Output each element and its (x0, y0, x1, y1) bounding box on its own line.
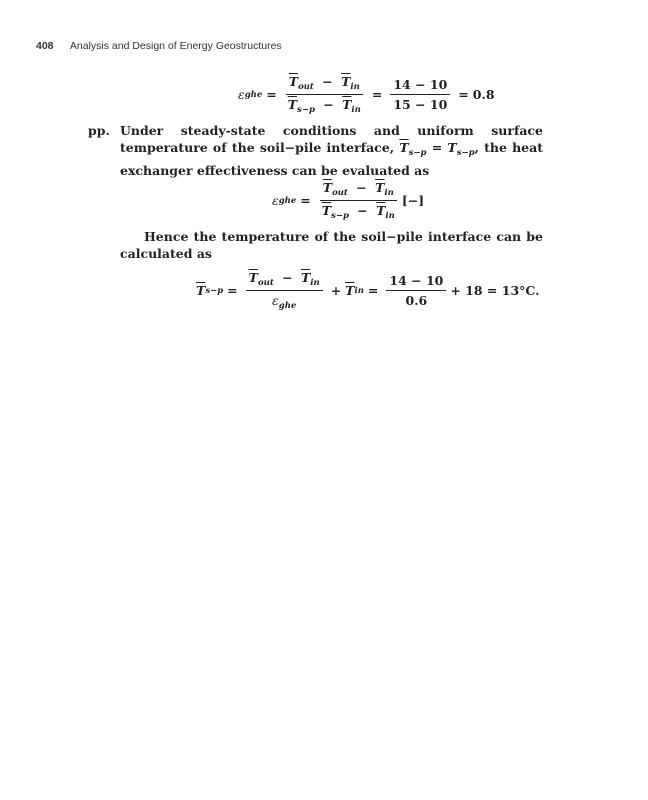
item-label: pp. (88, 123, 110, 138)
equation-interface-temperature: $\overline{T}$ s−p = $\frac{\overline{T}_{out} - \overline{T}_{in}}{\varepsilon_{ghe}}$ + $\overline{T}$ in = $\frac{14 - 10}{0.6}$ + 18 = 13°C. (196, 270, 540, 311)
fraction-symbolic: $\frac{\overline{T}_{out} - \overline{T}_{in}}{\varepsilon_{ghe}}$ (246, 270, 323, 311)
fraction-symbolic: $\frac{\overline{T}_{out} - \overline{T}_{in}}{\overline{T}_{s-p} - \overline{T}_{in}}$ (287, 74, 361, 115)
fraction-numeric: $\frac{14 - 10}{0.6}$ (386, 273, 446, 308)
page-number: 408 (36, 40, 54, 52)
running-header (36, 40, 282, 52)
equation-effectiveness-value: ε ghe = $\frac{\overline{T}_{out} - \overline{T}_{in}}{\overline{T}_{s-p} - \overline{T}_{in}}$ = $\frac{14 - 10}{15 - 10}$ = 0.8 (238, 74, 495, 115)
epsilon-symbol: ε (238, 87, 245, 102)
fraction-symbolic: $\frac{\overline{T}_{out} - \overline{T}_{in}}{\overline{T}_{s-p} - \overline{T}_{in}}$ (321, 180, 395, 221)
epsilon-symbol: ε (272, 293, 279, 308)
fraction-numeric: $\frac{14 - 10}{15 - 10}$ (390, 77, 450, 112)
unit-bracket: [−] (401, 193, 425, 208)
running-title: Analysis and Design of Energy Geostructures (69, 40, 282, 52)
equation-effectiveness-definition: ε ghe = $\frac{\overline{T}_{out} - \overline{T}_{in}}{\overline{T}_{s-p} - \overline{T}_{in}}$ [−] (272, 180, 425, 221)
paragraph-pp: pp. Under steady-state conditions and uniform surface temperature of the soil−pile interface, $\overline{T}_{s-p} = T_{s-p}$, the heat exchanger effectiveness can be evaluated as (88, 123, 544, 178)
epsilon-symbol: ε (272, 193, 279, 208)
paragraph-hence: Hence the temperature of the soil−pile interface can be calculated as (120, 229, 543, 261)
result-value: + 18 = 13°C. (450, 283, 540, 298)
result-value: 0.8 (472, 87, 495, 102)
